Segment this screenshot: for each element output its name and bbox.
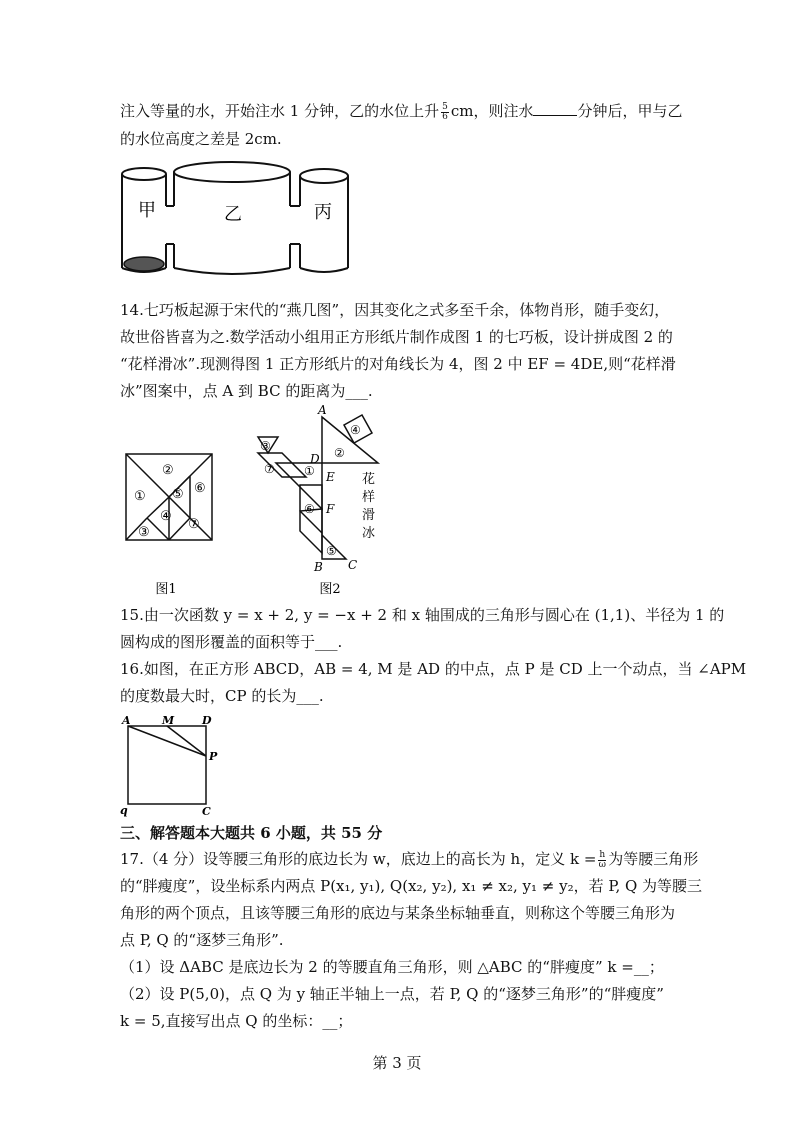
q16-point-P: P	[209, 750, 218, 763]
fig1-piece-5: ⑤	[172, 487, 184, 502]
q13-containers-figure	[118, 158, 358, 280]
q15-line-1: 15.由一次函数 y = x + 2, y = −x + 2 和 x 轴围成的三角形与圆心在 (1,1)、半径为 1 的	[120, 606, 725, 624]
label-yi: 乙	[224, 204, 242, 225]
label-bing: 丙	[314, 202, 332, 223]
fig2-point-A: A	[318, 405, 327, 417]
q13-answer-blank	[533, 101, 577, 116]
q16-point-C: C	[202, 805, 211, 818]
q17-fraction-numerator: h	[599, 849, 606, 860]
q14-line-1: 14.七巧板起源于宋代的“燕几图”，因其变化之式多至千余，体物肖形，随手变幻，	[120, 301, 670, 319]
fig2-point-B: B	[314, 560, 323, 574]
fig2-caption: 图2	[319, 582, 341, 597]
q17-text-b: 为等腰三角形	[608, 850, 699, 868]
section-3-title: 三、解答题本大题共 6 小题，共 55 分	[120, 824, 383, 842]
fig1-piece-4: ④	[160, 509, 172, 524]
q17-fraction	[598, 851, 606, 870]
q14-line-3: “花样滑冰”.现测得图 1 正方形纸片的对角线长为 4，图 2 中 EF = 4DE,则“花样滑	[120, 355, 676, 373]
tangram-figure-1	[122, 450, 222, 600]
fig2-side-char-3: 滑	[362, 508, 376, 523]
q17-part-2: （2）设 P(5,0)，点 Q 为 y 轴正半轴上一点，若 P, Q 的“逐梦三角形”的“胖瘦度”	[120, 985, 664, 1003]
q17-text-a: 17.（4 分）设等腰三角形的底边长为 w，底边上的高长为 h，定义 k =	[120, 850, 597, 868]
q16-point-A: A	[122, 714, 131, 727]
q14-line-2: 故世俗皆喜为之.数学活动小组用正方形纸片制作成图 1 的七巧板，设计拼成图 2 的	[120, 328, 673, 346]
fig2-point-D: D	[310, 452, 320, 466]
fig2-piece-2: ②	[334, 446, 345, 460]
fig2-piece-1: ①	[304, 464, 315, 478]
fig2-side-char-2: 样	[362, 490, 376, 505]
fig1-piece-6: ⑥	[194, 481, 206, 496]
page-number: 第 3 页	[372, 1054, 422, 1072]
q16-line-2: 的度数最大时，CP 的长为___.	[120, 687, 324, 705]
q16-line-1: 16.如图，在正方形 ABCD，AB = 4, M 是 AD 的中点，点 P 是 CD 上一个动点，当 ∠APM	[120, 660, 747, 678]
fig2-piece-6: ⑥	[304, 502, 315, 516]
q13-fraction	[441, 103, 449, 122]
q14-line-4: 冰”图案中，点 A 到 BC 的距离为___.	[120, 382, 373, 400]
q16-point-B: q	[120, 804, 128, 817]
q17-line-4: 点 P, Q 的“逐梦三角形”.	[120, 931, 284, 949]
q17-line-3: 角形的两个顶点，且该等腰三角形的底边与某条坐标轴垂直，则称这个等腰三角形为	[120, 904, 676, 922]
q16-square-figure	[118, 714, 220, 818]
fig1-piece-7: ⑦	[188, 517, 200, 532]
q13-line-2: 的水位高度之差是 2cm.	[120, 130, 282, 148]
fig1-caption: 图1	[155, 582, 177, 597]
q13-fraction-numerator: 5	[442, 101, 448, 112]
q17-part-1: （1）设 ΔABC 是底边长为 2 的等腰直角三角形，则 △ABC 的“胖瘦度” k =__；	[120, 958, 664, 976]
fig2-piece-3: ③	[260, 439, 271, 453]
q13-text-b: cm，则注水	[450, 102, 534, 120]
fig2-piece-7: ⑦	[264, 462, 275, 476]
q16-point-M: M	[162, 714, 175, 727]
fig2-side-char-4: 冰	[362, 526, 376, 541]
fig2-side-char-1: 花	[362, 472, 376, 487]
water-level-jia	[124, 257, 164, 271]
fig2-piece-5: ⑤	[326, 544, 337, 558]
q16-point-D: D	[202, 714, 212, 727]
label-jia: 甲	[138, 200, 156, 221]
q13-line-1	[120, 100, 682, 122]
fig1-piece-1: ①	[134, 489, 146, 504]
fig1-piece-2: ②	[162, 463, 174, 478]
fig2-piece-4: ④	[350, 423, 361, 437]
fig2-point-F: F	[326, 502, 335, 516]
q17-line-1	[120, 848, 698, 870]
q17-fraction-denominator: ω	[598, 859, 606, 870]
fig2-point-C: C	[348, 558, 358, 572]
fig2-point-E: E	[326, 470, 335, 484]
q13-fraction-denominator: 6	[442, 111, 448, 122]
q17-line-2: 的“胖瘦度”，设坐标系内两点 P(x₁, y₁), Q(x₂, y₂), x₁ ≠ x₂, y₁ ≠ y₂，若 P, Q 为等腰三	[120, 877, 703, 895]
q17-part-2-cont: k = 5,直接写出点 Q 的坐标：__；	[120, 1012, 353, 1030]
q13-text-c: 分钟后，甲与乙	[577, 102, 683, 120]
q15-line-2: 圆构成的图形覆盖的面积等于___.	[120, 633, 343, 651]
q13-text-a: 注入等量的水，开始注水 1 分钟，乙的水位上升	[120, 102, 440, 120]
tangram-figure-2	[246, 405, 396, 600]
fig1-piece-3: ③	[138, 525, 150, 540]
